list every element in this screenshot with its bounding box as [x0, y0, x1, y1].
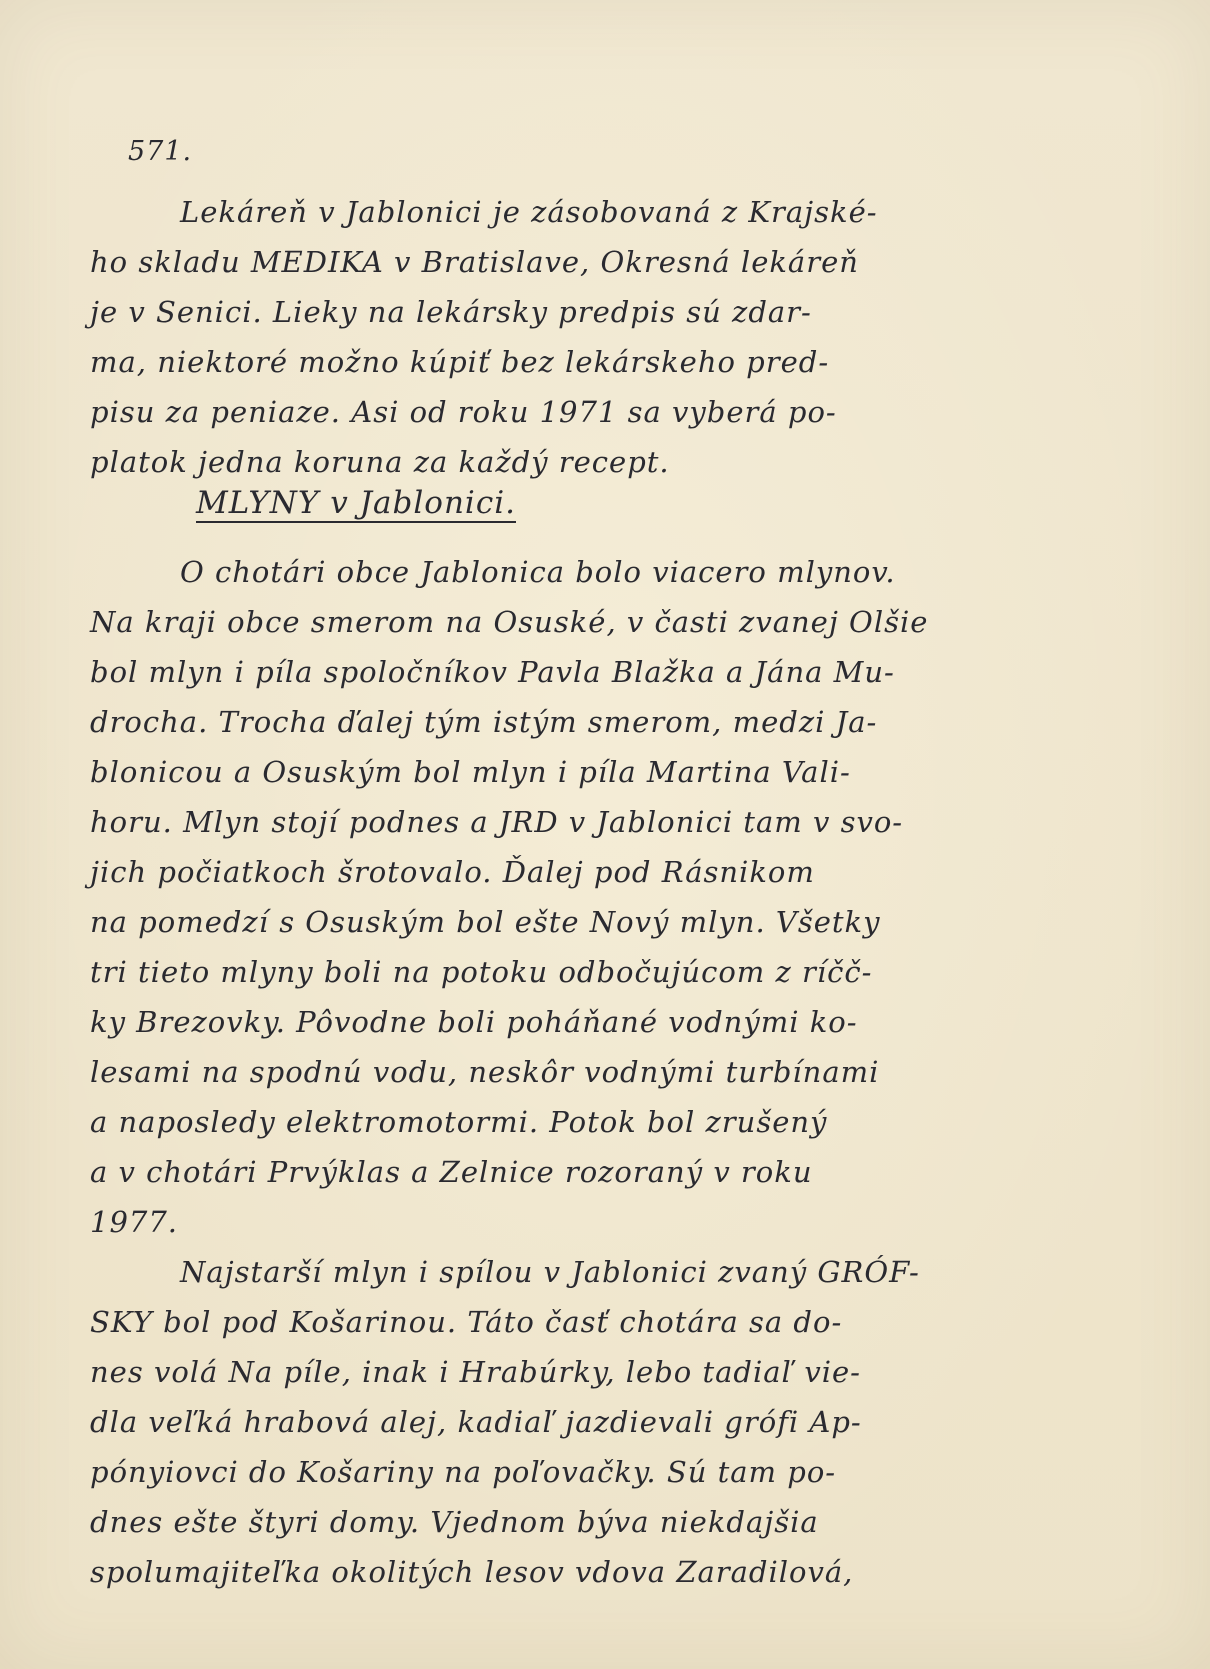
- text-line: horu. Mlyn stojí podnes a JRD v Jablonici tam v svo-: [90, 805, 904, 839]
- text-line: jich počiatkoch šrotovalo. Ďalej pod Rásnikom: [90, 855, 815, 889]
- text-line: na pomedzí s Osuským bol ešte Nový mlyn. Všetky: [90, 905, 881, 939]
- text-line: platok jedna koruna za každý recept.: [90, 445, 670, 479]
- text-line: tri tieto mlyny boli na potoku odbočujúcom z ríčč-: [90, 955, 873, 989]
- text-line: O chotári obce Jablonica bolo viacero mlynov.: [180, 555, 896, 589]
- text-line: spolumajiteľka okolitých lesov vdova Zaradilová,: [90, 1555, 854, 1589]
- text-line: SKY bol pod Košarinou. Táto časť chotára sa do-: [90, 1305, 843, 1339]
- section-heading: MLYNY v Jablonici.: [196, 485, 516, 521]
- text-line: Lekáreň v Jablonici je zásobovaná z Krajské-: [180, 195, 878, 229]
- text-line: dla veľká hrabová alej, kadiaľ jazdievali grófi Ap-: [90, 1405, 862, 1439]
- text-line: Najstarší mlyn i spílou v Jablonici zvaný GRÓF-: [180, 1255, 920, 1289]
- text-line: ma, niektoré možno kúpiť bez lekárskeho pred-: [90, 345, 830, 379]
- text-line: drocha. Trocha ďalej tým istým smerom, medzi Ja-: [90, 705, 878, 739]
- text-line: 1977.: [90, 1205, 179, 1239]
- text-line: pónyiovci do Košariny na poľovačky. Sú tam po-: [90, 1455, 837, 1489]
- text-line: dnes ešte štyri domy. Vjednom býva niekdajšia: [90, 1505, 819, 1539]
- text-line: je v Senici. Lieky na lekársky predpis sú zdar-: [90, 295, 812, 329]
- text-line: a v chotári Prvýklas a Zelnice rozoraný v roku: [90, 1155, 813, 1189]
- text-line: nes volá Na píle, inak i Hrabúrky, lebo tadiaľ vie-: [90, 1355, 861, 1389]
- text-line: Na kraji obce smerom na Osuské, v časti zvanej Olšie: [90, 605, 929, 639]
- text-line: bol mlyn i píla spoločníkov Pavla Blažka a Jána Mu-: [90, 655, 895, 689]
- text-line: lesami na spodnú vodu, neskôr vodnými turbínami: [90, 1055, 880, 1089]
- text-line: ho skladu MEDIKA v Bratislave, Okresná lekáreň: [90, 245, 859, 279]
- text-line: blonicou a Osuským bol mlyn i píla Martina Vali-: [90, 755, 851, 789]
- page-number: 571.: [128, 136, 193, 167]
- text-line: pisu za peniaze. Asi od roku 1971 sa vyberá po-: [90, 395, 837, 429]
- text-line: a naposledy elektromotormi. Potok bol zrušený: [90, 1105, 828, 1139]
- text-line: ky Brezovky. Pôvodne boli poháňané vodnými ko-: [90, 1005, 858, 1039]
